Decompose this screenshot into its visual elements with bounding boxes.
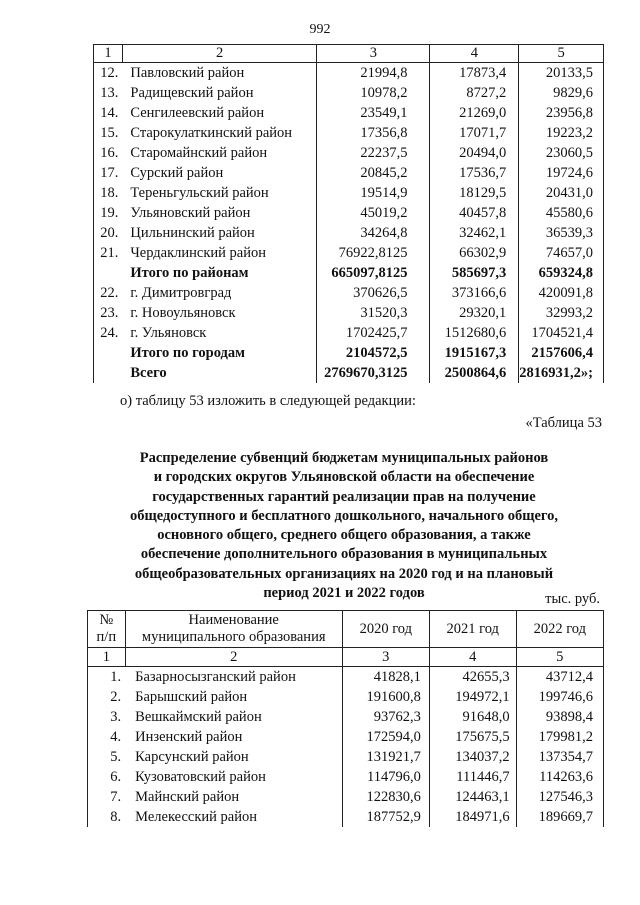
row-name: Тереньгульский район xyxy=(122,183,316,203)
table-row xyxy=(88,667,604,688)
row-value-2021: 40457,8 xyxy=(430,203,519,223)
row-value-2022: 137354,7 xyxy=(516,747,603,767)
table-row xyxy=(94,143,604,163)
row-number: 14. xyxy=(94,103,123,123)
row-value-2020: 23549,1 xyxy=(317,103,430,123)
row-value-2022: 2157606,4 xyxy=(519,343,604,363)
row-number: 7. xyxy=(88,787,126,807)
row-value-2022: 19223,2 xyxy=(519,123,604,143)
row-value-2021: 184971,6 xyxy=(429,807,516,827)
row-number xyxy=(94,263,123,283)
header-cell-2020: 2020 год xyxy=(342,611,429,648)
row-value-2020: 22237,5 xyxy=(317,143,430,163)
row-value-2021: 29320,1 xyxy=(430,303,519,323)
row-value-2022: 32993,2 xyxy=(519,303,604,323)
row-name: г. Ульяновск xyxy=(122,323,316,343)
row-number: 21. xyxy=(94,243,123,263)
row-name: г. Димитровград xyxy=(122,283,316,303)
row-value-2022: 74657,0 xyxy=(519,243,604,263)
header-text: № xyxy=(99,612,114,628)
bottom-table-header xyxy=(88,611,604,648)
row-value-2020: 1702425,7 xyxy=(317,323,430,343)
table-title xyxy=(110,449,578,603)
units-label: тыс. руб. xyxy=(545,591,600,607)
row-value-2020: 45019,2 xyxy=(317,203,430,223)
row-number: 13. xyxy=(94,83,123,103)
top-table-header xyxy=(94,45,604,63)
header-cell: 4 xyxy=(430,45,519,63)
row-value-2022: 23060,5 xyxy=(519,143,604,163)
numbering-cell: 2 xyxy=(125,648,342,667)
bottom-table-numbering xyxy=(88,648,604,667)
row-value-2020: 93762,3 xyxy=(342,707,429,727)
row-name: Радищевский район xyxy=(122,83,316,103)
row-value-2021: 1512680,6 xyxy=(430,323,519,343)
row-value-2021: 124463,1 xyxy=(429,787,516,807)
table-row xyxy=(88,747,604,767)
row-value-2022: 420091,8 xyxy=(519,283,604,303)
numbering-cell: 3 xyxy=(342,648,429,667)
row-value-2020: 34264,8 xyxy=(317,223,430,243)
table-row xyxy=(94,243,604,263)
table-row xyxy=(94,183,604,203)
row-value-2022: 189669,7 xyxy=(516,807,603,827)
title-line: период 2021 и 2022 годов xyxy=(263,585,425,602)
header-cell: 5 xyxy=(519,45,604,63)
row-number: 20. xyxy=(94,223,123,243)
row-number: 12. xyxy=(94,63,123,84)
row-value-2020: 76922,8125 xyxy=(317,243,430,263)
row-value-2022: 23956,8 xyxy=(519,103,604,123)
table-row xyxy=(94,83,604,103)
row-value-2020: 370626,5 xyxy=(317,283,430,303)
row-value-2020: 21994,8 xyxy=(317,63,430,84)
row-name: Мелекесский район xyxy=(125,807,342,827)
row-name: Старокулаткинский район xyxy=(122,123,316,143)
table-row xyxy=(94,303,604,323)
row-value-2022: 20133,5 xyxy=(519,63,604,84)
row-value-2021: 17536,7 xyxy=(430,163,519,183)
row-value-2020: 122830,6 xyxy=(342,787,429,807)
row-name: Сурский район xyxy=(122,163,316,183)
row-number: 22. xyxy=(94,283,123,303)
header-cell-name xyxy=(125,611,342,648)
row-value-2021: 91648,0 xyxy=(429,707,516,727)
title-line: Распределение субвенций бюджетам муниципальных районов xyxy=(139,450,549,466)
header-cell: 1 xyxy=(94,45,123,63)
header-cell-number xyxy=(88,611,126,648)
header-cell-2021: 2021 год xyxy=(429,611,516,648)
row-number: 6. xyxy=(88,767,126,787)
table-row xyxy=(94,123,604,143)
row-number: 4. xyxy=(88,727,126,747)
total-row xyxy=(94,363,604,383)
row-value-2021: 42655,3 xyxy=(429,667,516,688)
row-number: 2. xyxy=(88,687,126,707)
row-value-2021: 111446,7 xyxy=(429,767,516,787)
numbering-cell: 4 xyxy=(429,648,516,667)
row-value-2021: 1915167,3 xyxy=(430,343,519,363)
row-name: Итого по городам xyxy=(122,343,316,363)
row-value-2020: 114796,0 xyxy=(342,767,429,787)
row-number xyxy=(94,343,123,363)
title-line: общеобразовательных организациях на 2020 год и на плановый xyxy=(134,565,554,582)
row-value-2022: 19724,6 xyxy=(519,163,604,183)
title-line: основного общего, среднего общего образования, а также xyxy=(157,527,531,544)
header-cell: 2 xyxy=(122,45,316,63)
row-name: Сенгилеевский район xyxy=(122,103,316,123)
row-value-2022: 114263,6 xyxy=(516,767,603,787)
table-row xyxy=(88,707,604,727)
row-value-2022: 45580,6 xyxy=(519,203,604,223)
row-value-2021: 373166,6 xyxy=(430,283,519,303)
row-value-2022: 659324,8 xyxy=(519,263,604,283)
title-line: общедоступного и бесплатного дошкольного, начального общего, xyxy=(129,507,559,524)
row-value-2021: 2500864,6 xyxy=(430,363,519,383)
table-row xyxy=(94,323,604,343)
row-value-2022: 20431,0 xyxy=(519,183,604,203)
row-number xyxy=(94,363,123,383)
row-value-2020: 31520,3 xyxy=(317,303,430,323)
row-value-2022: 93898,4 xyxy=(516,707,603,727)
table-row xyxy=(94,163,604,183)
table-row xyxy=(88,787,604,807)
row-value-2020: 131921,7 xyxy=(342,747,429,767)
page-number: 992 xyxy=(309,22,331,37)
row-name: Павловский район xyxy=(122,63,316,84)
row-number: 5. xyxy=(88,747,126,767)
header-cell-2022: 2022 год xyxy=(516,611,603,648)
table-row xyxy=(94,203,604,223)
numbering-cell: 1 xyxy=(88,648,126,667)
table-row xyxy=(94,223,604,243)
row-number: 1. xyxy=(88,667,126,688)
row-value-2022: 127546,3 xyxy=(516,787,603,807)
table-row xyxy=(88,767,604,787)
table-row xyxy=(94,283,604,303)
row-value-2022: 179981,2 xyxy=(516,727,603,747)
row-value-2021: 66302,9 xyxy=(430,243,519,263)
table-row xyxy=(88,807,604,827)
title-line: и городских округов Ульяновской области на обеспечение xyxy=(153,469,535,486)
row-name: Кузоватовский район xyxy=(125,767,342,787)
row-name: Всего xyxy=(122,363,316,383)
row-number: 17. xyxy=(94,163,123,183)
row-number: 8. xyxy=(88,807,126,827)
row-value-2020: 2769670,3125 xyxy=(317,363,430,383)
row-value-2021: 17873,4 xyxy=(430,63,519,84)
row-name: Цильнинский район xyxy=(122,223,316,243)
numbering-cell: 5 xyxy=(516,648,603,667)
row-name: Майнский район xyxy=(125,787,342,807)
table-row xyxy=(88,727,604,747)
row-value-2021: 194972,1 xyxy=(429,687,516,707)
row-name: Чердаклинский район xyxy=(122,243,316,263)
row-number: 18. xyxy=(94,183,123,203)
row-name: Инзенский район xyxy=(125,727,342,747)
table-row xyxy=(94,63,604,84)
row-name: Барышский район xyxy=(125,687,342,707)
row-value-2020: 191600,8 xyxy=(342,687,429,707)
row-value-2021: 21269,0 xyxy=(430,103,519,123)
row-value-2022: 43712,4 xyxy=(516,667,603,688)
header-text: муниципального образования xyxy=(141,629,326,645)
row-number: 3. xyxy=(88,707,126,727)
row-value-2020: 665097,8125 xyxy=(317,263,430,283)
row-number: 16. xyxy=(94,143,123,163)
row-name: Итого по районам xyxy=(122,263,316,283)
table-reference: «Таблица 53 xyxy=(525,415,602,431)
row-value-2020: 187752,9 xyxy=(342,807,429,827)
row-value-2022: 1704521,4 xyxy=(519,323,604,343)
header-text: Наименование xyxy=(188,612,279,628)
row-number: 19. xyxy=(94,203,123,223)
row-value-2022: 36539,3 xyxy=(519,223,604,243)
row-value-2022: 199746,6 xyxy=(516,687,603,707)
title-line: обеспечение дополнительного образования в муниципальных xyxy=(140,546,548,563)
row-value-2020: 41828,1 xyxy=(342,667,429,688)
table-row xyxy=(94,103,604,123)
top-table xyxy=(93,44,604,383)
row-number: 23. xyxy=(94,303,123,323)
row-number: 15. xyxy=(94,123,123,143)
row-value-2021: 585697,3 xyxy=(430,263,519,283)
row-value-2020: 17356,8 xyxy=(317,123,430,143)
row-value-2020: 172594,0 xyxy=(342,727,429,747)
row-value-2020: 19514,9 xyxy=(317,183,430,203)
header-text: п/п xyxy=(96,629,117,645)
row-value-2022: 9829,6 xyxy=(519,83,604,103)
row-name: Базарносызганский район xyxy=(125,667,342,688)
total-row xyxy=(94,263,604,283)
row-name: Ульяновский район xyxy=(122,203,316,223)
row-value-2021: 20494,0 xyxy=(430,143,519,163)
row-number: 24. xyxy=(94,323,123,343)
table-row xyxy=(88,687,604,707)
instruction-paragraph: о) таблицу 53 изложить в следующей редакции: xyxy=(120,393,416,409)
header-cell: 3 xyxy=(317,45,430,63)
total-row xyxy=(94,343,604,363)
row-name: Старомайнский район xyxy=(122,143,316,163)
row-value-2020: 2104572,5 xyxy=(317,343,430,363)
row-name: Карсунский район xyxy=(125,747,342,767)
row-value-2022: 2816931,2»; xyxy=(519,363,604,383)
row-value-2021: 8727,2 xyxy=(430,83,519,103)
row-value-2020: 10978,2 xyxy=(317,83,430,103)
row-value-2021: 17071,7 xyxy=(430,123,519,143)
row-name: Вешкаймский район xyxy=(125,707,342,727)
row-value-2020: 20845,2 xyxy=(317,163,430,183)
bottom-table xyxy=(87,610,604,827)
row-value-2021: 18129,5 xyxy=(430,183,519,203)
row-value-2021: 175675,5 xyxy=(429,727,516,747)
row-name: г. Новоульяновск xyxy=(122,303,316,323)
row-value-2021: 32462,1 xyxy=(430,223,519,243)
row-value-2021: 134037,2 xyxy=(429,747,516,767)
title-line: государственных гарантий реализации прав на получение xyxy=(152,488,536,505)
